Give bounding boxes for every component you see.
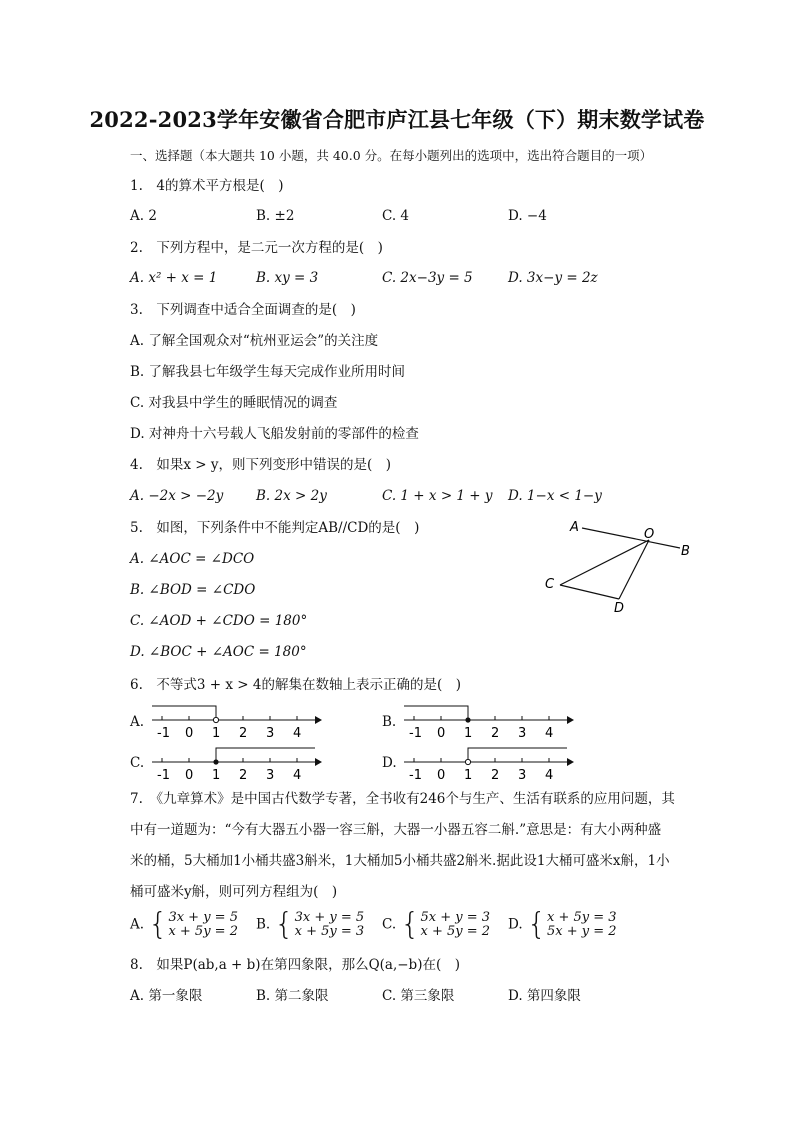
tick-label: 1 [464,768,473,783]
tick-label: 0 [185,768,194,783]
question-1-stem: 1. 4的算术平方根是( ) [130,178,284,194]
question-5-stem: 5. 如图，下列条件中不能判定AB//CD的是( ) [130,520,420,536]
label-c: C [545,577,555,592]
question-7-line-1: 7. 《九章算术》是中国古代数学专著，全书收有246个与生产、生活有联系的应用问题，其 [130,791,675,807]
equation: x + 5y = 2 [420,924,491,939]
tick-label: 2 [239,768,248,783]
equation: x + 5y = 3 [294,924,365,939]
q4-option-c[interactable]: C. 1 + x > 1 + y [382,488,493,504]
equation: 5x + y = 3 [420,910,491,925]
q8-option-a[interactable]: A. 第一象限 [130,988,203,1004]
q3-option-b[interactable]: B. 了解我县七年级学生每天完成作业所用时间 [130,364,406,380]
segment-co [560,540,649,585]
tick-label: 1 [212,726,221,741]
equation: 5x + y = 2 [547,924,617,939]
option-letter: A. [130,916,145,933]
tick-label: 3 [266,726,275,741]
tick-label: 2 [491,726,500,741]
solid-dot [465,717,470,722]
q3-option-d[interactable]: D. 对神舟十六号载人飞船发射前的零部件的检查 [130,426,419,442]
equation: 3x + y = 5 [294,910,365,925]
q1-option-d[interactable]: D. −4 [508,208,547,224]
q4-option-a[interactable]: A. −2x > −2y [130,488,224,504]
q6-number-line-a[interactable] [147,700,322,742]
equation-system [526,907,617,942]
tick-label: 0 [437,768,446,783]
question-3-stem: 3. 下列调查中适合全面调查的是( ) [130,302,356,318]
segment-cd [560,585,619,599]
line-ab [582,528,680,548]
tick-label: 4 [545,726,554,741]
q6-option-a-label[interactable]: A. [130,714,145,730]
question-8-stem: 8. 如果P(ab,a + b)在第四象限，那么Q(a,−b)在( ) [130,957,460,973]
tick-label: 0 [185,726,194,741]
solid-dot [213,759,218,764]
q1-option-b[interactable]: B. ±2 [256,208,295,224]
q5-option-a[interactable]: A. ∠AOC = ∠DCO [130,551,255,567]
segment-od [619,540,649,599]
question-7-line-4: 桶可盛米y斛，则可列方程组为( ) [130,884,338,900]
tick-label: 4 [545,768,554,783]
option-letter: D. [508,916,523,933]
tick-label: 4 [293,726,302,741]
q8-option-d[interactable]: D. 第四象限 [508,988,581,1004]
q6-option-b-label[interactable]: B. [382,714,397,730]
left-brace-icon: { [400,907,420,942]
q5-option-d[interactable]: D. ∠BOC + ∠AOC = 180° [130,644,307,660]
q5-option-c[interactable]: C. ∠AOD + ∠CDO = 180° [130,613,308,629]
equation-system [274,907,365,942]
tick-label: 2 [239,726,248,741]
label-a: A [570,520,579,535]
tick-label: 2 [491,768,500,783]
page-title: 2022-2023学年安徽省合肥市庐江县七年级（下）期末数学试卷 [89,107,705,132]
left-brace-icon: { [526,907,547,942]
tick-label: -1 [409,768,422,783]
q5-geometry-figure [540,515,700,620]
q5-option-b[interactable]: B. ∠BOD = ∠CDO [130,582,256,598]
label-o: O [644,527,655,542]
q4-option-b[interactable]: B. 2x > 2y [256,488,327,504]
left-brace-icon: { [274,907,294,942]
q6-option-d-label[interactable]: D. [382,755,397,771]
equation: x + 5y = 2 [168,924,238,939]
tick-label: 1 [464,726,473,741]
q7-option-c[interactable] [382,907,491,942]
tick-label: -1 [409,726,422,741]
q8-option-c[interactable]: C. 第三象限 [382,988,455,1004]
q4-option-d[interactable]: D. 1−x < 1−y [508,488,602,504]
q2-option-c[interactable]: C. 2x−3y = 5 [382,270,473,286]
q6-number-line-c[interactable] [147,742,322,784]
q3-option-a[interactable]: A. 了解全国观众对“杭州亚运会”的关注度 [130,333,379,349]
section-heading: 一、选择题（本大题共 10 小题，共 40.0 分。在每小题列出的选项中，选出符合题目的一项） [130,148,653,163]
q6-number-line-b[interactable] [399,700,574,742]
open-dot [465,759,470,764]
q2-option-d[interactable]: D. 3x−y = 2z [508,270,598,286]
equation-system [148,907,238,942]
tick-label: 0 [437,726,446,741]
left-brace-icon: { [148,907,168,942]
tick-label: -1 [157,768,170,783]
tick-label: 4 [293,768,302,783]
q1-option-a[interactable]: A. 2 [130,208,157,224]
q3-option-c[interactable]: C. 对我县中学生的睡眠情况的调查 [130,395,338,411]
question-7-line-3: 米的桶，5大桶加1小桶共盛3斛米，1大桶加5小桶共盛2斛米.据此设1大桶可盛米x斛，1小 [130,853,670,869]
question-4-stem: 4. 如果x > y，则下列变形中错误的是( ) [130,457,392,473]
equation: 3x + y = 5 [168,910,238,925]
option-letter: B. [256,916,271,933]
question-2-stem: 2. 下列方程中，是二元一次方程的是( ) [130,240,383,256]
q1-option-c[interactable]: C. 4 [382,208,410,224]
label-b: B [681,544,690,559]
q2-option-a[interactable]: A. x² + x = 1 [130,270,218,286]
q6-option-c-label[interactable]: C. [130,755,145,771]
q7-option-b[interactable] [256,907,365,942]
equation-system [400,907,491,942]
open-dot [213,717,218,722]
equation: x + 5y = 3 [547,910,617,925]
question-7-line-2: 中有一道题为：“今有大器五小器一容三斛，大器一小器五容二斛.”意思是：有大小两种盛 [130,822,662,838]
q7-option-d[interactable] [508,907,617,942]
tick-label: 1 [212,768,221,783]
tick-label: 3 [518,768,527,783]
option-letter: C. [382,916,397,933]
q6-number-line-d[interactable] [399,742,574,784]
tick-marks [162,716,297,720]
tick-label: -1 [157,726,170,741]
tick-label: 3 [518,726,527,741]
q7-option-a[interactable] [130,907,238,942]
q2-option-b[interactable]: B. xy = 3 [256,270,319,286]
tick-label: 3 [266,768,275,783]
q8-option-b[interactable]: B. 第二象限 [256,988,329,1004]
label-d: D [614,601,625,616]
question-6-stem: 6. 不等式3 + x > 4的解集在数轴上表示正确的是( ) [130,677,461,693]
